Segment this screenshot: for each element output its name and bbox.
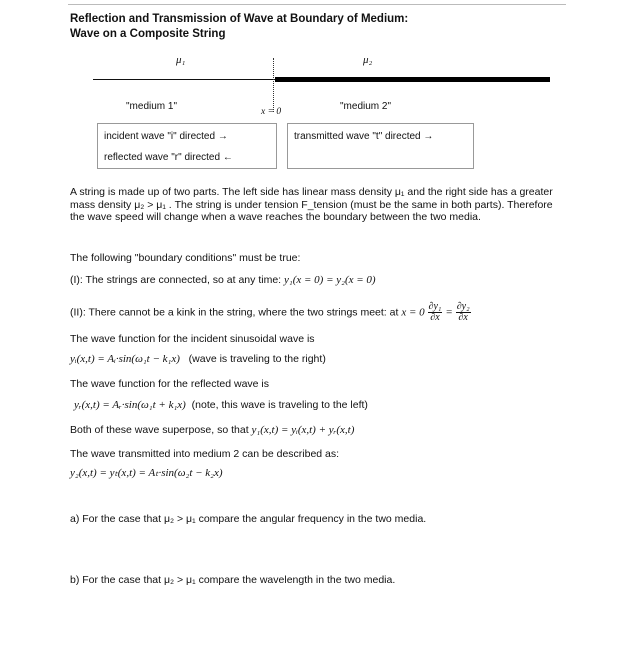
- transmitted-equation: y₂(x,t) = yₜ(x,t) = Aₜ·sin(ω₂t − k₂x): [70, 467, 223, 479]
- incident-equation: yᵢ(x,t) = Aᵢ·sin(ω₁t − k₁x): [70, 353, 180, 365]
- dy1-numerator: ∂y₁: [428, 301, 442, 312]
- incident-row: [70, 353, 326, 365]
- dy1-dx-fraction: [428, 302, 443, 323]
- question-b: b) For the case that μ₂ > μ₁ compare the wavelength in the two media.: [70, 574, 396, 586]
- boundary-line: [273, 58, 274, 112]
- intro-paragraph: A string is made up of two parts. The left side has linear mass density μ₁ and the right side has a greater mass density μ₂ > μ₁ . The string is under tension F_tension (must be the same in both parts). Therefore the wave speed will change when a wave reaches the boundary between the two media.: [70, 186, 553, 223]
- transmitted-box: [287, 123, 474, 169]
- dy2-dx-fraction: [456, 302, 471, 323]
- thin-string: [93, 79, 275, 80]
- bc1-row: [70, 274, 376, 286]
- medium2-label: "medium 2": [340, 101, 392, 112]
- boundary-label: x = 0: [261, 107, 282, 117]
- reflected-label: reflected wave "r" directed ←: [104, 152, 233, 163]
- bc1-equation: y₁(x = 0) = y₂(x = 0): [284, 274, 376, 286]
- bc2-text: (II): There cannot be a kink in the string, where the two strings meet: at: [70, 306, 399, 319]
- title-line-2: Wave on a Composite String: [70, 28, 226, 40]
- dy2-numerator: ∂y₂: [456, 301, 470, 312]
- medium1-label: "medium 1": [126, 101, 178, 112]
- reflected-note: (note, this wave is traveling to the left): [191, 399, 368, 411]
- superpose-text: Both of these wave superpose, so that: [70, 424, 249, 436]
- transmitted-row: [70, 466, 223, 479]
- transmitted-intro: The wave transmitted into medium 2 can be described as:: [70, 448, 340, 460]
- superpose-equation: y₁(x,t) = yᵢ(x,t) + yᵣ(x,t): [251, 424, 355, 436]
- dy2-denominator: ∂x: [458, 312, 468, 323]
- incident-note: (wave is traveling to the right): [188, 353, 326, 365]
- incident-label: incident wave "i" directed →: [104, 131, 228, 142]
- dy1-denominator: ∂x: [430, 312, 440, 323]
- reflected-row: [74, 399, 368, 411]
- superpose-row: [70, 424, 354, 436]
- bc2-at: x = 0: [401, 306, 425, 319]
- transmitted-label: transmitted wave "t" directed →: [294, 131, 434, 142]
- thick-string: [275, 77, 550, 82]
- incident-reflected-box: [97, 123, 277, 169]
- bc-intro: The following "boundary conditions" must be true:: [70, 252, 301, 264]
- question-a: a) For the case that μ₂ > μ₁ compare the angular frequency in the two media.: [70, 513, 427, 525]
- page-title: [70, 12, 408, 42]
- mu1-label: μ₁: [176, 54, 186, 66]
- top-rule: [68, 4, 566, 5]
- bc2-row: (II): There cannot be a kink in the string, where the two strings meet: at x = 0 $\frac{\text{∂y₁}}{\partial x}$ = $\frac{\text{∂y₂}}{\partial x}$: [70, 301, 470, 323]
- mu2-label: μ₂: [363, 54, 373, 66]
- title-line-1: Reflection and Transmission of Wave at Boundary of Medium:: [70, 13, 409, 25]
- incident-intro: The wave function for the incident sinusoidal wave is: [70, 333, 315, 345]
- bc1-text: (I): The strings are connected, so at any time:: [70, 274, 282, 286]
- reflected-equation: yᵣ(x,t) = Aᵣ·sin(ω₁t + k₁x): [74, 399, 186, 411]
- reflected-intro: The wave function for the reflected wave is: [70, 378, 270, 390]
